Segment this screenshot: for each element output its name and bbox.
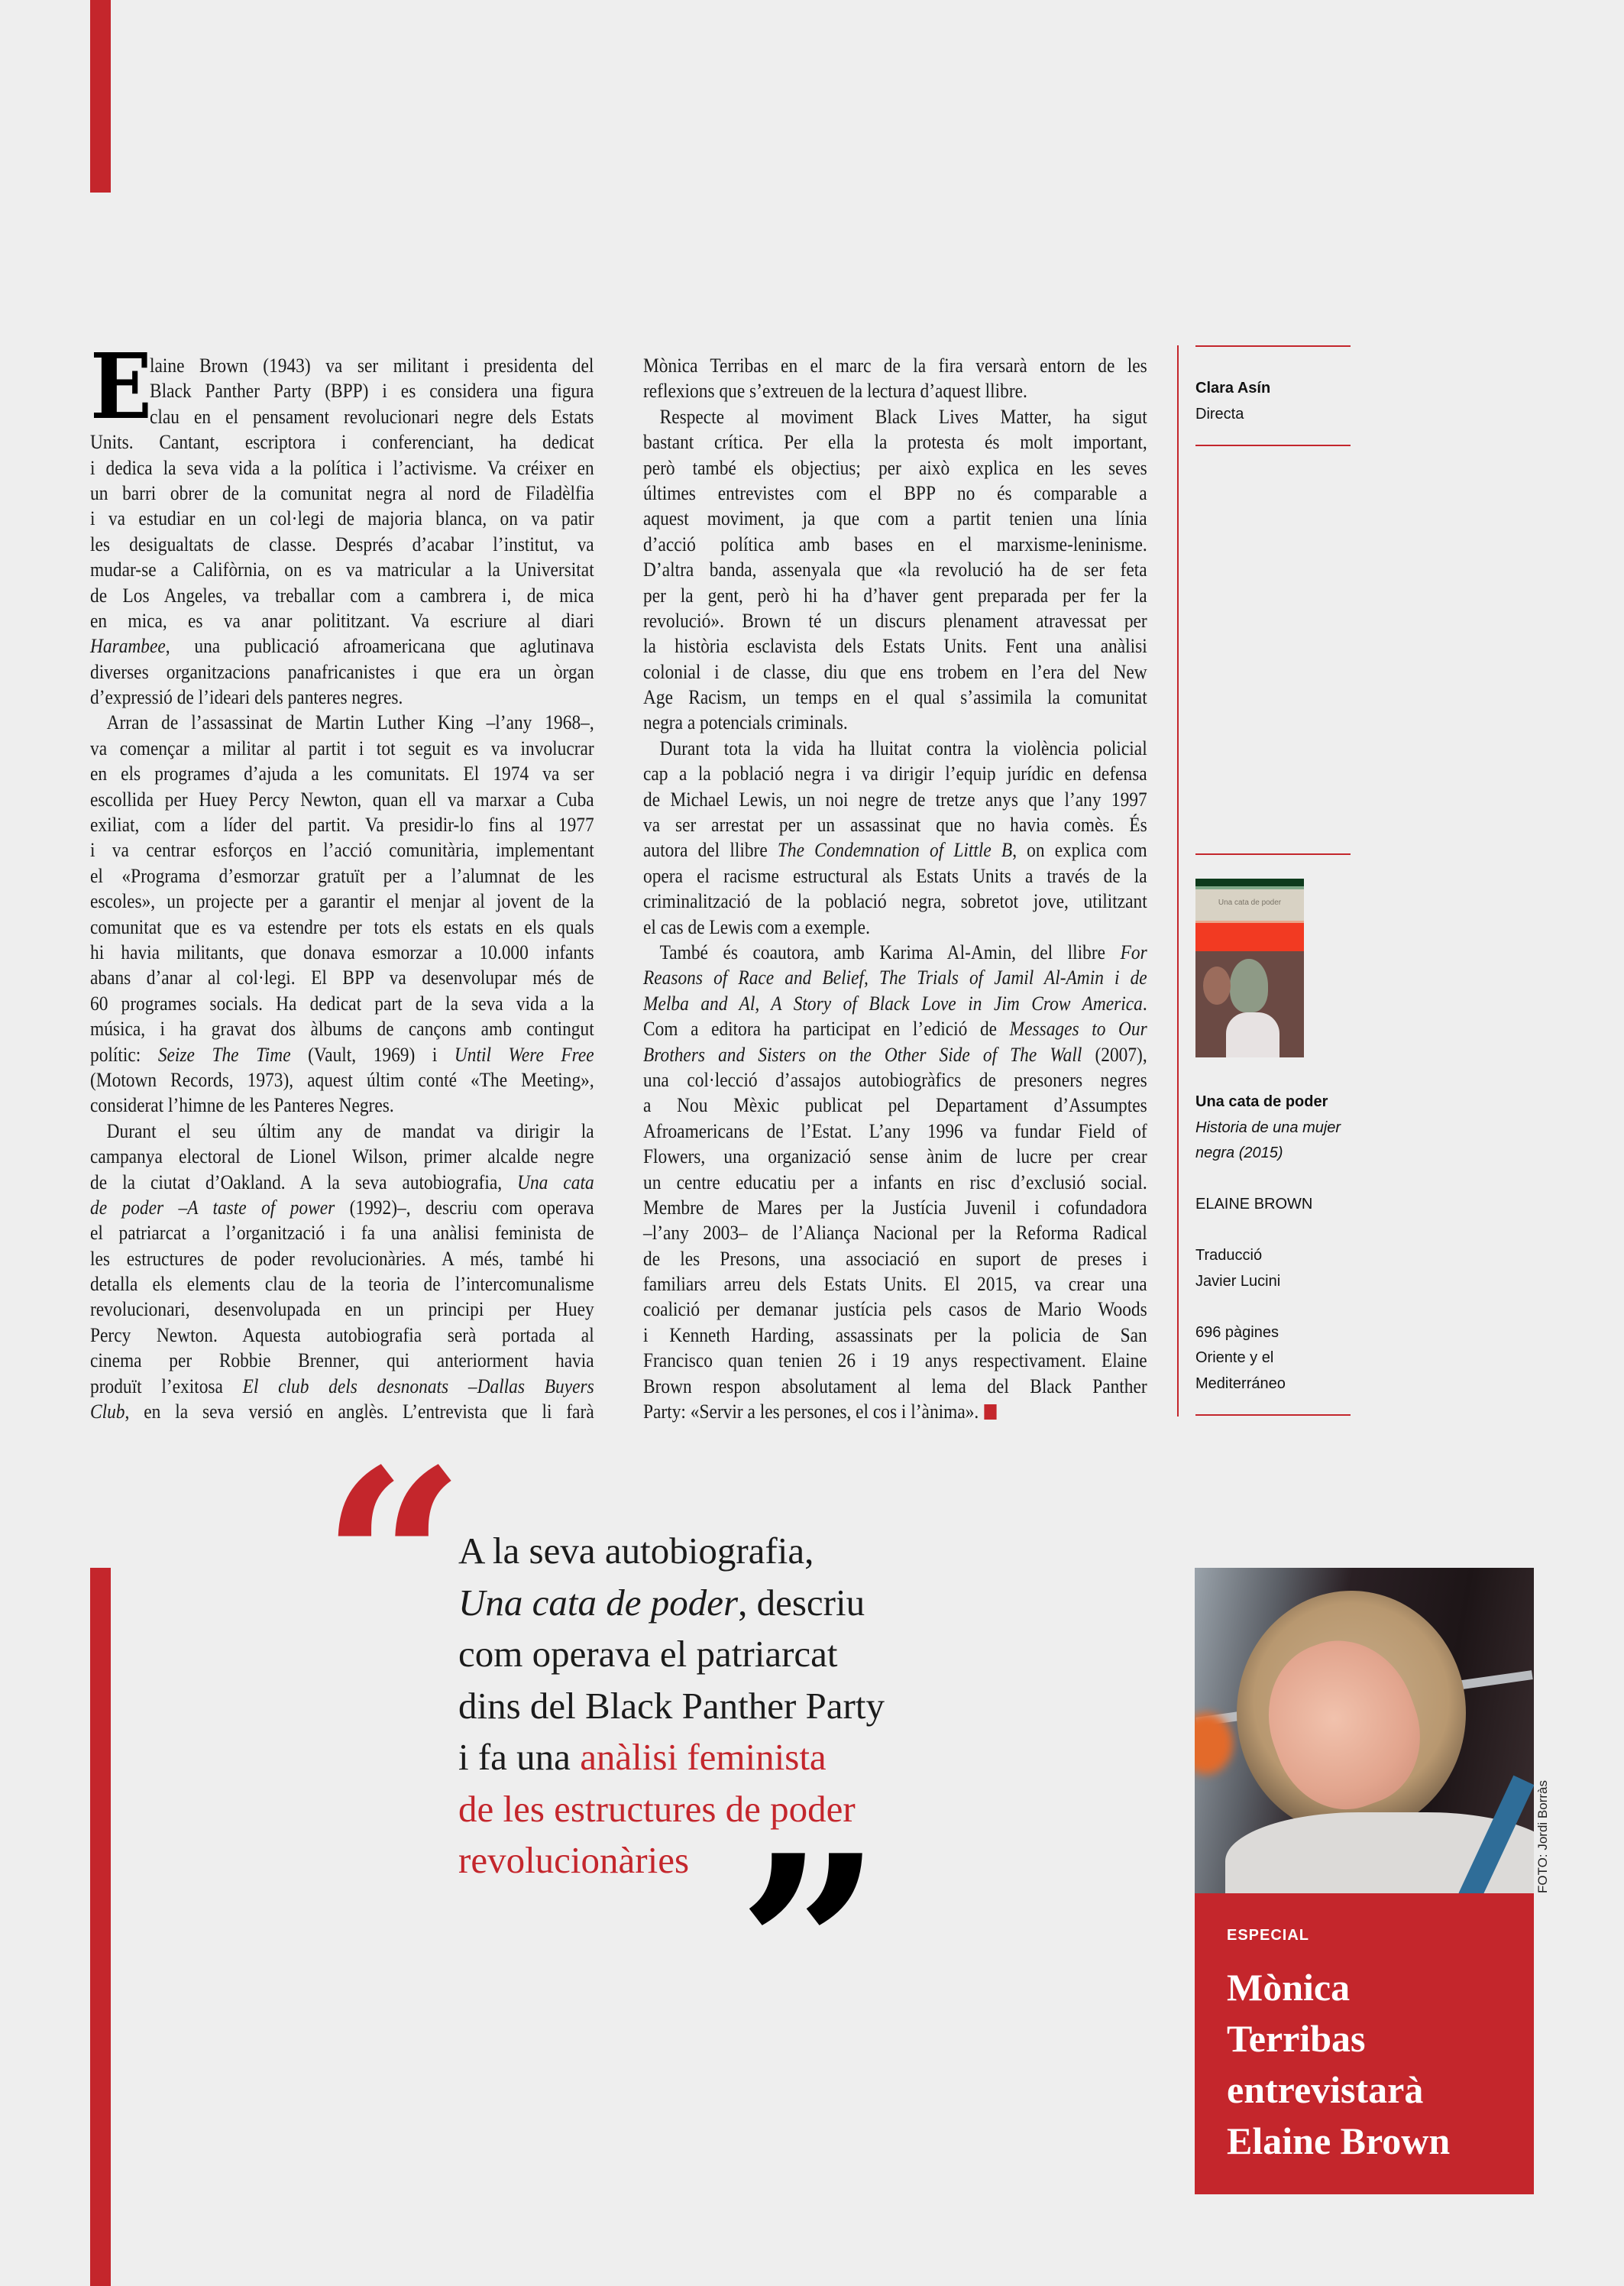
text-run: cinema per Robbie Brenner, qui anteriorment havia (90, 1349, 594, 1372)
text-line (643, 1170, 1147, 1195)
text-run: Afroamericans de l’Estat. L’any 1996 va fundar Field of (643, 1119, 1147, 1142)
text-run: També és coautora, amb Karima Al-Amin, del llibre (659, 941, 1121, 963)
text-line (90, 710, 594, 735)
text-line (643, 710, 1147, 735)
text-run: el cas de Lewis com a exemple. (643, 915, 870, 938)
text-run: abans d’anar al col·legi. El BPP va desenvolupar més de (90, 967, 594, 989)
publisher: Oriente y el (1195, 1349, 1274, 1366)
photo-credit: FOTO: Jordi Borràs (1535, 1780, 1550, 1893)
text-line (643, 991, 1147, 1016)
text-run: Age Racism, un temps en el qual s’assimila la comunitat (643, 686, 1147, 709)
text-run: aquest moviment, ja que com a partit tenien una línia (643, 507, 1147, 530)
text-run: diverses organitzacions panafricanistes i que era un òrgan (90, 660, 594, 683)
text-run: i va centrar esforços en l’acció comunitària, implementant (90, 839, 594, 862)
text-run: i va estudiar en un col·legi de majoria blanca, on va patir (90, 507, 594, 530)
text-run: de Los Angeles, va treballar com a cambrera i, de mica (90, 584, 594, 607)
text-run: Durant el seu últim any de mandat va dirigir la (106, 1119, 594, 1142)
text-line (90, 736, 594, 761)
text-line (90, 863, 594, 889)
text-line (643, 557, 1147, 582)
text-line (90, 1297, 594, 1322)
text-line (90, 1246, 594, 1271)
text-line (643, 1119, 1147, 1144)
text-line (90, 685, 594, 710)
text-run: les desigualtats de classe. Després d’acabar l’institut, va (90, 533, 594, 555)
text-run: de la ciutat d’Oakland. A la seva autobiografia, (90, 1171, 518, 1193)
open-quote-mark: “ (321, 1414, 466, 1711)
text-line (643, 1271, 1147, 1297)
quote-line (458, 1834, 1008, 1886)
highlighted-text: de les estructures de poder (458, 1787, 856, 1830)
italic-text: Club (90, 1400, 125, 1423)
text-run: Mònica Terribas en el marc de la fira versarà entorn de les (643, 355, 1147, 377)
text-run: bastant crítica. Per ella la protesta és molt important, (643, 431, 1147, 454)
text-run: clau en el pensament revolucionari negre dels Estats (150, 405, 594, 428)
text-run: de Michael Lewis, un noi negre de tretze anys que l’any 1997 (643, 788, 1147, 811)
text-line (643, 1374, 1147, 1399)
text-line (643, 1067, 1147, 1093)
text-run: el patriarcat a l’organització i fa una anàlisi feminista de (90, 1222, 594, 1245)
bottom-accent-bar (90, 1568, 111, 2286)
end-of-article-mark (984, 1404, 996, 1420)
text-line (643, 1246, 1147, 1271)
quote-line (458, 1783, 1008, 1835)
text-run: . (1142, 992, 1147, 1015)
text-run: de les Presons, una associació en suport de preses i (643, 1247, 1147, 1270)
text-run: campanya electoral de Lionel Wilson, primer alcalde negre (90, 1145, 594, 1168)
text-run: criminalització de la població negra, sobretot jove, utilitzant (643, 890, 1147, 913)
text-line (90, 761, 594, 786)
text-run: el «Programa d’esmorzar gratuït per a l’alumnat de les (90, 864, 594, 887)
italic-text: The Condemnation of Little B (777, 839, 1013, 862)
translator: Javier Lucini (1195, 1272, 1281, 1290)
sidebar-rule (1195, 853, 1351, 855)
text-run: Com a editora ha participat en l’edició de (643, 1018, 1010, 1041)
headline-line: Elaine Brown (1227, 2119, 1451, 2162)
article-paragraph (90, 353, 594, 710)
text-run: últimes entrevistes com el BPP no és comparable a (643, 481, 1147, 504)
text-line (90, 481, 594, 506)
text-line (90, 889, 594, 914)
book-subtitle: negra (2015) (1195, 1145, 1283, 1161)
italic-text: Messages to Our (1009, 1018, 1147, 1041)
text-line (643, 812, 1147, 837)
author-role: Directa (1195, 405, 1244, 423)
text-line (90, 1042, 594, 1067)
highlighted-text: anàlisi feminista (580, 1736, 827, 1778)
text-run: dins del Black Panther Party (458, 1684, 885, 1727)
text-run: 60 programes socials. Ha dedicat part de la seva vida a la (90, 992, 594, 1015)
text-run: polític: (90, 1043, 158, 1066)
text-line (643, 965, 1147, 990)
sidebar-divider (1177, 345, 1179, 1417)
text-line (643, 1399, 1147, 1424)
text-line (643, 915, 1147, 940)
text-run: colonial i de classe, diu que ens trobem en l’era del New (643, 660, 1147, 683)
text-run: produït l’exitosa (90, 1375, 243, 1397)
article-paragraph (643, 736, 1147, 940)
publisher: Mediterráneo (1195, 1375, 1286, 1392)
text-run: per la gent, però hi ha d’haver gent preparada per fer la (643, 584, 1147, 607)
text-run: un centre educatiu per a infants en risc d’exclusió social. (643, 1171, 1147, 1193)
text-run: Units. Cantant, escriptora i conferenciant, ha dedicat (90, 431, 594, 454)
text-run: escollida per Huey Percy Newton, quan ell va marxar a Cuba (90, 788, 594, 811)
text-run: una col·lecció d’assajos autobiogràfics de presoners negres (643, 1068, 1147, 1091)
text-run: coalició per demanar justícia pels casos de Mario Woods (643, 1298, 1147, 1321)
article-paragraph (643, 404, 1147, 736)
book-title: Una cata de poder (1195, 1093, 1328, 1110)
text-line (90, 455, 594, 481)
close-quote-mark: ” (737, 1800, 882, 2097)
text-run: en mica, es va anar polititzant. Va escriure al diari (90, 609, 594, 632)
text-run: d’expressió de l’ideari dels panteres negres. (90, 686, 403, 709)
text-run: Brown respon absolutament al lema del Black Panther (643, 1375, 1147, 1397)
text-line (90, 659, 594, 685)
text-run: , descriu (738, 1581, 865, 1624)
text-run: un barri obrer de la comunitat negra al nord de Filadèlfia (90, 481, 594, 504)
text-line (643, 455, 1147, 481)
author-credit (1195, 376, 1351, 427)
book-cover-figure (1203, 967, 1231, 1005)
text-line (90, 583, 594, 608)
text-run: la història esclavista dels Estats Units. Fent una anàlisi (643, 635, 1147, 658)
text-run: va començar a militar al partit i tot seguit es va involucrar (90, 737, 594, 759)
translation-label: Traducció (1195, 1247, 1263, 1264)
text-run: revolució». Brown té un discurs plenament atravessat per (643, 609, 1147, 632)
quote-line (458, 1680, 1008, 1732)
italic-text: Una cata (517, 1171, 594, 1193)
text-line (643, 1323, 1147, 1348)
text-line (643, 1297, 1147, 1322)
text-run: , on explica com (1012, 839, 1147, 862)
text-line (90, 1271, 594, 1297)
text-run: opera el racisme estructural als Estats Units a través de la (643, 864, 1147, 887)
headline-line: Terribas (1227, 2017, 1366, 2060)
article-paragraph (643, 353, 1147, 404)
text-line (643, 378, 1147, 403)
book-cover-title: Una cata de poder (1218, 899, 1282, 907)
text-run: i dedica la seva vida a la política i l’activisme. Va créixer en (90, 456, 594, 479)
text-run: Durant tota la vida ha lluitat contra la violència policial (659, 737, 1147, 759)
italic-text: Harambee (90, 635, 166, 658)
text-line (150, 378, 594, 403)
text-line (643, 889, 1147, 914)
text-run: Percy Newton. Aquesta autobiografia serà portada al (90, 1323, 594, 1346)
text-line (90, 837, 594, 863)
text-line (90, 1220, 594, 1245)
book-subtitle: Historia de una mujer (1195, 1119, 1341, 1136)
pull-quote (458, 1525, 1008, 1886)
text-line (643, 1348, 1147, 1373)
text-line (643, 506, 1147, 531)
text-run: d’acció política amb bases en el marxisme-leninisme. (643, 533, 1147, 555)
text-line (90, 965, 594, 990)
quote-line (458, 1731, 1008, 1783)
text-run: Respecte al moviment Black Lives Matter, ha sigut (659, 405, 1147, 428)
text-line (643, 787, 1147, 812)
text-line (90, 429, 594, 455)
text-line (90, 940, 594, 965)
sidebar-rule (1195, 445, 1351, 446)
text-line (643, 608, 1147, 633)
italic-text: Una cata de poder (458, 1581, 739, 1624)
text-line (643, 659, 1147, 685)
italic-text: Until Were Free (454, 1043, 594, 1066)
feature-kicker: ESPECIAL (1227, 1927, 1310, 1944)
text-run: Francisco quan tenien 26 i 19 anys respectivament. Elaine (643, 1349, 1147, 1372)
text-line (643, 633, 1147, 659)
text-run: Party: «Servir a les persones, el cos i l’ànima». (643, 1400, 979, 1423)
feature-box (1195, 1893, 1534, 2194)
text-line (90, 532, 594, 557)
article-paragraph (643, 940, 1147, 1424)
text-run: familiars arreu dels Estats Units. El 2015, va crear una (643, 1273, 1147, 1296)
text-line (643, 761, 1147, 786)
text-run: –l’any 2003– de l’Aliança Nacional per la Reforma Radical (643, 1222, 1147, 1245)
text-run: (Vault, 1969) i (290, 1043, 455, 1066)
portrait-photo (1195, 1568, 1534, 1893)
book-cover-figure (1226, 1012, 1279, 1057)
text-run: les estructures de poder revolucionàries. A més, també hi (90, 1247, 594, 1270)
text-line (90, 1374, 594, 1399)
italic-text: El club dels desnonats –Dallas Buyers (242, 1375, 594, 1397)
italic-text: Melba and Al, A Story of Black Love in Jim Crow America (643, 992, 1143, 1015)
article-column-1 (90, 353, 594, 1424)
text-line (643, 1042, 1147, 1067)
text-run: i fa una (458, 1736, 581, 1778)
text-run: (1992)–, descriu com operava (335, 1196, 594, 1219)
highlighted-text: revolucionàries (458, 1839, 690, 1881)
italic-text: de poder –A taste of power (90, 1196, 335, 1219)
text-line (90, 1067, 594, 1093)
text-line (150, 404, 594, 429)
text-run: considerat l’himne de les Panteres Negres. (90, 1094, 394, 1117)
text-line (643, 1195, 1147, 1220)
book-cover-figure (1230, 959, 1268, 1012)
text-run: autora del llibre (643, 839, 778, 862)
text-run: (Motown Records, 1973), aquest últim conté «The Meeting», (90, 1068, 594, 1091)
text-line (643, 1093, 1147, 1118)
text-run: , una publicació afroamericana que aglutinava (165, 635, 594, 658)
sidebar-rule (1195, 345, 1351, 347)
italic-text: Seize The Time (157, 1043, 291, 1066)
text-line (643, 837, 1147, 863)
text-line (90, 1119, 594, 1144)
article-paragraph (90, 1119, 594, 1425)
italic-text: For (1120, 941, 1147, 963)
text-run: negra a potencials criminals. (643, 711, 848, 734)
text-run: Arran de l’assassinat de Martin Luther King –l’any 1968–, (106, 711, 594, 734)
text-run: exiliat, com a líder del partit. Va presidir-lo fins al 1977 (90, 814, 594, 837)
quote-line (458, 1628, 1008, 1680)
book-author: ELAINE BROWN (1195, 1196, 1313, 1213)
article-column-2 (643, 353, 1147, 1424)
quote-line (458, 1525, 1008, 1577)
text-run: comunitat que es va estendre per tots els estats en els quals (90, 915, 594, 938)
text-run: mudar-se a Califòrnia, on es va matricular a la Universitat (90, 559, 594, 581)
text-run: a Nou Mèxic publicat pel Departament d’Assumptes (643, 1094, 1147, 1117)
text-line (643, 1220, 1147, 1245)
text-run: A la seva autobiografia, (458, 1530, 814, 1572)
text-line (643, 353, 1147, 378)
headline-line: Mònica (1227, 1966, 1351, 2009)
headline-line: entrevistarà (1227, 2068, 1424, 2111)
top-accent-bar (90, 0, 111, 193)
text-line (643, 863, 1147, 889)
text-line (90, 1323, 594, 1348)
text-line (90, 1144, 594, 1169)
feature-headline (1227, 1962, 1450, 2167)
text-line (90, 633, 594, 659)
quote-line (458, 1577, 1008, 1629)
text-line (90, 608, 594, 633)
text-run: reflexions que s’extreuen de la lectura d’aquest llibre. (643, 380, 1027, 403)
text-line (90, 1093, 594, 1118)
text-run: Membre de Mares per la Justícia Juvenil i cofundadora (643, 1196, 1147, 1219)
text-line (643, 583, 1147, 608)
text-run: hi havia militants, que donava esmorzar a 10.000 infants (90, 941, 594, 963)
text-run: però també els objectius; per això explica en les seves (643, 456, 1147, 479)
text-line (643, 1016, 1147, 1041)
text-run: música, i ha gravat dos àlbums de cançons amb contingut (90, 1018, 594, 1041)
text-run: escoles», un projecte per a garantir el menjar al jovent de la (90, 890, 594, 913)
page-count: 696 pàgines (1195, 1323, 1279, 1341)
text-line (90, 991, 594, 1016)
text-run: cap a la població negra i va dirigir l’equip jurídic en defensa (643, 763, 1147, 785)
text-line (643, 1144, 1147, 1169)
text-line (150, 353, 594, 378)
text-line (90, 812, 594, 837)
book-cover (1195, 879, 1304, 1057)
text-run: D’altra banda, assenyala que «la revolució ha de ser feta (643, 559, 1147, 581)
text-run: , en la seva versió en anglès. L’entrevista que li farà (125, 1400, 594, 1423)
text-run: laine Brown (1943) va ser militant i presidenta del (150, 355, 594, 377)
book-details (1195, 1090, 1351, 1397)
text-line (90, 506, 594, 531)
text-run: detalla els elements clau de la teoria de l’intercomunalisme (90, 1273, 594, 1296)
text-line (90, 557, 594, 582)
text-line (90, 787, 594, 812)
author-name: Clara Asín (1195, 380, 1271, 397)
text-line (90, 915, 594, 940)
text-run: revolucionari, desenvolupada en un principi per Huey (90, 1298, 594, 1321)
text-line (643, 429, 1147, 455)
text-line (90, 1348, 594, 1373)
text-line (643, 736, 1147, 761)
text-run: va ser arrestat per un assassinat que no havia comès. És (643, 814, 1147, 837)
article-paragraph (90, 710, 594, 1118)
text-run: Black Panther Party (BPP) i es considera una figura (150, 380, 594, 403)
text-line (643, 940, 1147, 965)
text-line (90, 1016, 594, 1041)
text-line (643, 685, 1147, 710)
text-run: com operava el patriarcat (458, 1633, 838, 1675)
text-line (643, 404, 1147, 429)
text-run: (2007), (1082, 1043, 1147, 1066)
italic-text: Brothers and Sisters on the Other Side of The Wall (643, 1043, 1082, 1066)
sidebar-rule (1195, 1414, 1351, 1416)
text-line (90, 1195, 594, 1220)
text-line (643, 481, 1147, 506)
text-line (90, 1170, 594, 1195)
text-run: Flowers, una organizació sense ànim de lucre per crear (643, 1145, 1147, 1168)
text-line (643, 532, 1147, 557)
drop-cap: E (90, 333, 152, 439)
text-run: en els programes d’ajuda a les comunitats. El 1974 va ser (90, 763, 594, 785)
italic-text: Reasons of Race and Belief, The Trials of Jamil Al-Amin i de (643, 967, 1147, 989)
text-run: i Kenneth Harding, assassinats per la policia de San (643, 1323, 1147, 1346)
